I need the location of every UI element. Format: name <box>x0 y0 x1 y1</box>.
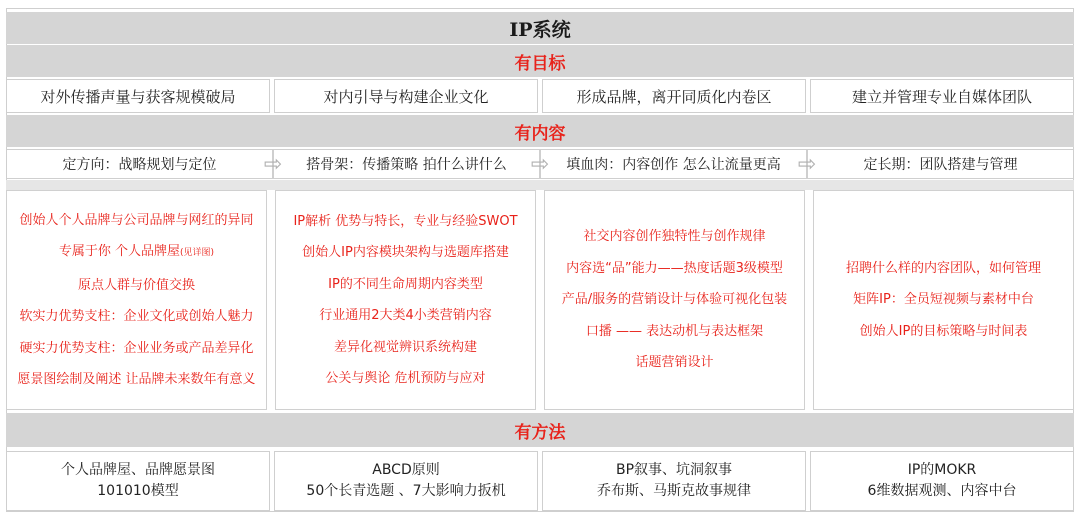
method-line: 个人品牌屋、品牌愿景图 <box>61 462 215 478</box>
content-item-text: 专属于你 个人品牌屋 <box>58 244 181 259</box>
content-item: 口播 —— 表达动机与表达框架 <box>585 323 764 339</box>
content-column <box>275 190 536 410</box>
diagram-title <box>6 12 1074 44</box>
content-header-text: 有内容 <box>514 123 566 144</box>
method-line: IP的MOKR <box>907 462 977 478</box>
content-item: 内容选“品”能力——热度话题3级模型 <box>566 260 783 276</box>
method-cell <box>274 451 538 511</box>
content-item: 招聘什么样的内容团队，如何管理 <box>845 260 1041 276</box>
content-row <box>6 190 1074 410</box>
step-text: 搭骨架：传播策略 拍什么讲什么 <box>306 157 507 173</box>
content-item-note: (见详图) <box>180 248 215 258</box>
goal-text: 形成品牌，离开同质化内卷区 <box>576 87 772 106</box>
goal-text: 对外传播声量与获客规模破局 <box>40 87 236 106</box>
content-item: 软实力优势支柱：企业文化或创始人魅力 <box>19 309 254 324</box>
content-item: 创始人个人品牌与公司品牌与网红的异同 <box>19 212 254 228</box>
title-text: IP系统 <box>509 18 571 41</box>
content-column <box>6 190 267 410</box>
arrow-right-icon: ⇨ <box>263 151 283 177</box>
content-item: 差异化视觉辨识系统构建 <box>333 339 477 355</box>
method-cell <box>542 451 806 511</box>
content-item: 愿景图绘制及阐述 让品牌未来数年有意义 <box>17 372 256 387</box>
goal-text: 对内引导与构建企业文化 <box>323 87 489 106</box>
method-line: 50个长青选题 、7大影响力扳机 <box>306 483 506 499</box>
content-item: 产品/服务的营销设计与体验可视化包装 <box>561 292 788 308</box>
goal-cell <box>6 79 270 113</box>
content-item: 矩阵IP：全员短视频与素材中台 <box>853 292 1034 308</box>
method-header <box>6 413 1074 447</box>
content-column <box>544 190 805 410</box>
content-column <box>813 190 1074 410</box>
method-cell <box>6 451 270 511</box>
content-item: IP解析 优势与特长，专业与经验SWOT <box>293 213 518 229</box>
arrow-right-icon: ⇨ <box>530 151 550 177</box>
content-item: 创始人IP内容模块架构与选题库搭建 <box>302 245 509 260</box>
arrow-right-icon: ⇨ <box>797 151 817 177</box>
step-cell <box>273 149 540 179</box>
content-item: 原点人群与价值交换 <box>77 277 195 293</box>
goal-header <box>6 45 1074 77</box>
step-text: 定方向：战略规划与定位 <box>62 157 217 173</box>
method-row <box>6 451 1074 511</box>
goal-header-text: 有目标 <box>514 53 566 74</box>
method-line: ABCD原则 <box>372 462 440 478</box>
goal-cell <box>542 79 806 113</box>
content-item: 公关与舆论 危机预防与应对 <box>325 371 486 386</box>
goal-text: 建立并管理专业自媒体团队 <box>851 87 1032 106</box>
content-item: 话题营销设计 <box>635 355 714 371</box>
step-cell <box>807 149 1074 179</box>
method-line: 101010模型 <box>97 483 179 499</box>
method-header-text: 有方法 <box>514 422 566 443</box>
method-line: 6维数据观测、内容中台 <box>867 483 1017 499</box>
content-item: 创始人IP的目标策略与时间表 <box>859 323 1028 339</box>
content-item: 行业通用2大类4小类营销内容 <box>319 308 492 323</box>
step-cell <box>540 149 807 179</box>
content-header <box>6 115 1074 147</box>
divider-strip <box>6 180 1074 190</box>
step-text: 填血肉：内容创作 怎么让流量更高 <box>566 157 781 173</box>
goal-row <box>6 79 1074 113</box>
step-cell <box>6 149 273 179</box>
content-item <box>59 236 214 270</box>
goal-cell <box>810 79 1074 113</box>
content-item: IP的不同生命周期内容类型 <box>328 276 483 292</box>
step-text: 定长期：团队搭建与管理 <box>863 157 1018 173</box>
method-line: 乔布斯、马斯克故事规律 <box>597 483 751 499</box>
method-cell <box>810 451 1074 511</box>
goal-cell <box>274 79 538 113</box>
content-item: 硬实力优势支柱：企业业务或产品差异化 <box>19 340 254 356</box>
method-line: BP叙事、坑洞叙事 <box>615 462 733 478</box>
content-item: 社交内容创作独特性与创作规律 <box>583 229 766 245</box>
